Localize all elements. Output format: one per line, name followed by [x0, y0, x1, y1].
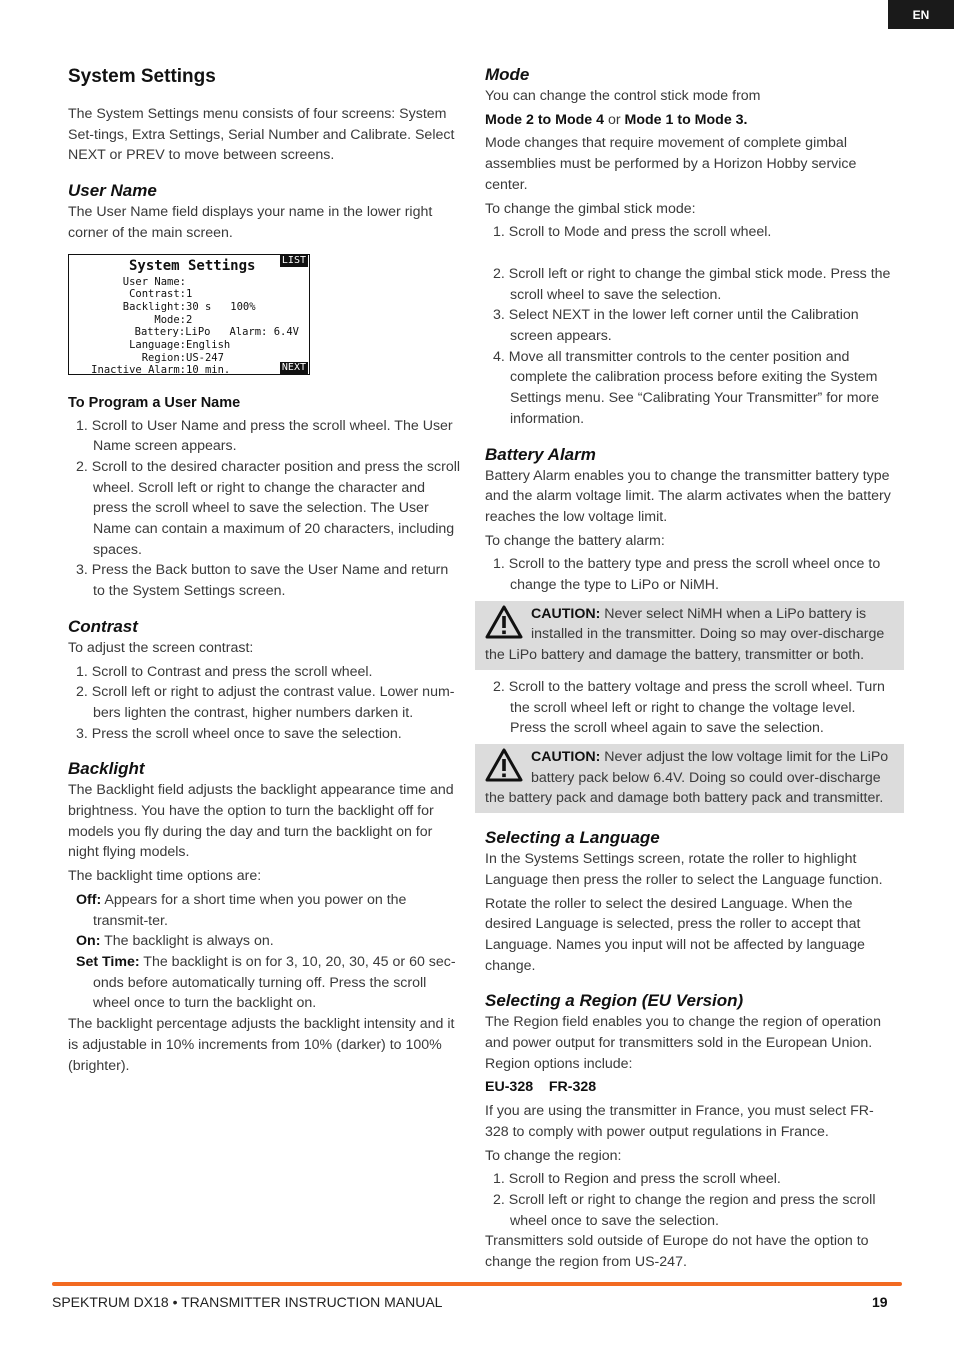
list-item: 1. Scroll to Mode and press the scroll wheel.: [493, 224, 772, 241]
region-section: [485, 990, 892, 1272]
heading-contrast: Contrast: [68, 616, 138, 636]
region-france: If you are using the transmitter in France, you must select FR-328 to comply with power output regulations in France.: [485, 1103, 874, 1140]
lcd-row: Inactive Alarm: 10 min.: [91, 364, 231, 377]
mode-intro: To change the gimbal stick mode:: [485, 200, 696, 217]
list-item: 3. Select NEXT in the lower left corner until the Calibration screen appears.: [493, 307, 859, 345]
contrast-section: [68, 616, 463, 745]
battery-desc: Battery Alarm enables you to change the transmitter battery type and the alarm voltage limit. The alarm activates when the battery reaches the low voltage limit.: [485, 467, 891, 525]
list-item: 2. Scroll to the desired character position and press the scroll wheel. Scroll left or right to change the character and press the scroll wheel to save the selection. The User Name can contain a maximum of 20 characters, including spaces.: [76, 458, 461, 558]
heading-program-user-name: To Program a User Name: [68, 394, 241, 411]
list-item: 1. Scroll to Region and press the scroll wheel.: [493, 1171, 781, 1188]
language-tab: EN: [888, 0, 954, 29]
user-name-desc: The User Name field displays your name in the lower right corner of the main screen.: [68, 204, 433, 241]
list-item: 1. Scroll to User Name and press the scroll wheel. The User Name screen appears.: [76, 417, 453, 455]
list-item: 2. Scroll to the battery voltage and press the scroll wheel. Turn the scroll wheel left or right to change the voltage level. Press the scroll wheel again to save the selection.: [493, 678, 885, 737]
mode-desc: You can change the control stick mode from: [485, 88, 761, 104]
backlight-option-set-time: Set Time: The backlight is on for 3, 10, 20, 30, 45 or 60 sec-onds before automatically turning off. Press the scroll wheel once to turn the backlight on.: [76, 953, 456, 1012]
language-p2: Rotate the roller to select the desired Language. When the desired Language is selected, press the roller to accept that Language. Names you input will not be affected by language change.: [485, 895, 865, 974]
list-item: 3. Press the scroll wheel once to save the selection.: [76, 725, 402, 742]
backlight-option-on: On: The backlight is always on.: [76, 933, 274, 950]
lcd-list-tab: LIST: [281, 254, 306, 266]
page-number: 19: [872, 1294, 888, 1310]
heading-mode: Mode: [485, 65, 530, 84]
lcd-title: System Settings: [129, 257, 256, 274]
footer-accent-line: [52, 1282, 902, 1286]
backlight-section: [68, 758, 463, 1076]
caution-box-voltage: CAUTION: Never adjust the low voltage limit for the LiPo battery pack below 6.4V. Doing so could over-discharge the battery pack and damage both battery pack and transmitter.: [475, 744, 904, 813]
right-column: [485, 64, 892, 1276]
list-item: 1. Scroll to the battery type and press the scroll wheel once to change the type to LiPo or NiMH.: [493, 556, 881, 594]
lcd-row: User Name:: [122, 275, 186, 288]
language-p1: In the Systems Settings screen, rotate the roller to highlight Language then press the roller to select the Language function.: [485, 851, 883, 888]
user-name-section: [68, 180, 463, 243]
left-column: [68, 62, 463, 1079]
section-title-system-settings: System Settings: [68, 66, 216, 87]
backlight-options-intro: The backlight time options are:: [68, 868, 262, 885]
caution-box-nimh: CAUTION: Never select NiMH when a LiPo battery is installed in the transmitter. Doing so may over-discharge the LiPo battery and damage the battery, transmitter or both.: [475, 601, 904, 670]
lcd-row: Contrast: 1: [129, 288, 193, 301]
warning-icon: [485, 605, 523, 639]
battery-steps-1: [485, 554, 892, 595]
list-item: 4. Move all transmitter controls to the center position and complete the calibration process before exiting the System Settings menu. See “Calibrating Your Transmitter” for more information.: [493, 348, 880, 427]
warning-icon: [485, 748, 523, 782]
lcd-screenshot: [68, 254, 310, 375]
intro-paragraph: The System Settings menu consists of four screens: System Set-tings, Extra Settings, Serial Number and Calibrate. Select NEXT or PREV to move between screens.: [68, 106, 455, 164]
list-item: 1. Scroll to Contrast and press the scroll wheel.: [76, 663, 373, 680]
heading-user-name: User Name: [68, 181, 157, 201]
program-user-name-section: [68, 393, 463, 602]
battery-steps-2: [485, 677, 892, 739]
backlight-desc: The Backlight field adjusts the backlight appearance time and brightness. You have the option to turn the backlight off for models you fly during the day and turn the backlight on for night flying models.: [68, 782, 454, 861]
list-item: 3. Press the Back button to save the User Name and return to the System Settings screen.: [76, 562, 449, 600]
lcd-row: Battery: LiPo Alarm: 6.4V: [134, 326, 299, 339]
lcd-next-tab: NEXT: [281, 361, 306, 373]
list-item: 2. Scroll left or right to change the region and press the scroll wheel once to save the selection.: [493, 1191, 876, 1229]
heading-battery-alarm: Battery Alarm: [485, 444, 596, 464]
lcd-row: Mode: 2: [154, 313, 193, 326]
list-item: 2. Scroll left or right to change the gimbal stick mode. Press the scroll wheel to save the selection.: [493, 265, 891, 303]
mode-steps: [485, 222, 892, 429]
backlight-option-off: Off: Appears for a short time when you power on the transmit-ter.: [76, 891, 407, 929]
region-outside: Transmitters sold outside of Europe do not have the option to change the region from US-247.: [485, 1233, 869, 1271]
mode-options: Mode 2 to Mode 4 or Mode 1 to Mode 3.: [485, 111, 748, 128]
battery-intro: To change the battery alarm:: [485, 532, 665, 549]
heading-backlight: Backlight: [68, 759, 145, 779]
lcd-row: Backlight: 30 s 100%: [122, 300, 256, 313]
lcd-rows: [69, 276, 299, 378]
contrast-desc: To adjust the screen contrast:: [68, 639, 254, 656]
heading-language: Selecting a Language: [485, 828, 660, 848]
battery-alarm-section: [485, 444, 892, 814]
region-intro: To change the region:: [485, 1147, 622, 1164]
lcd-row: Region: US-247: [141, 351, 224, 364]
region-options: EU-328 FR-328: [485, 1079, 597, 1096]
lcd-row: Language: English: [129, 339, 231, 352]
list-item: 2. Scroll left or right to adjust the contrast value. Lower num-bers lighten the contrast, higher numbers darken it.: [76, 684, 455, 721]
heading-region: Selecting a Region (EU Version): [485, 991, 744, 1011]
backlight-percent: The backlight percentage adjusts the backlight intensity and it is adjustable in 10% increments from 10% (darker) to 100% (brighter).: [68, 1016, 455, 1074]
region-desc: The Region field enables you to change the region of operation and power output for transmitters sold in the European Union. Region options include:: [485, 1014, 881, 1072]
mode-note: Mode changes that require movement of complete gimbal assemblies must be performed by a Horizon Hobby service center.: [485, 135, 857, 193]
language-section: [485, 827, 892, 976]
program-steps: [68, 416, 463, 602]
footer-manual-title: SPEKTRUM DX18 • TRANSMITTER INSTRUCTION MANUAL: [52, 1294, 443, 1310]
mode-section: [485, 64, 892, 430]
contrast-steps: [68, 662, 463, 745]
region-steps: [485, 1169, 892, 1231]
